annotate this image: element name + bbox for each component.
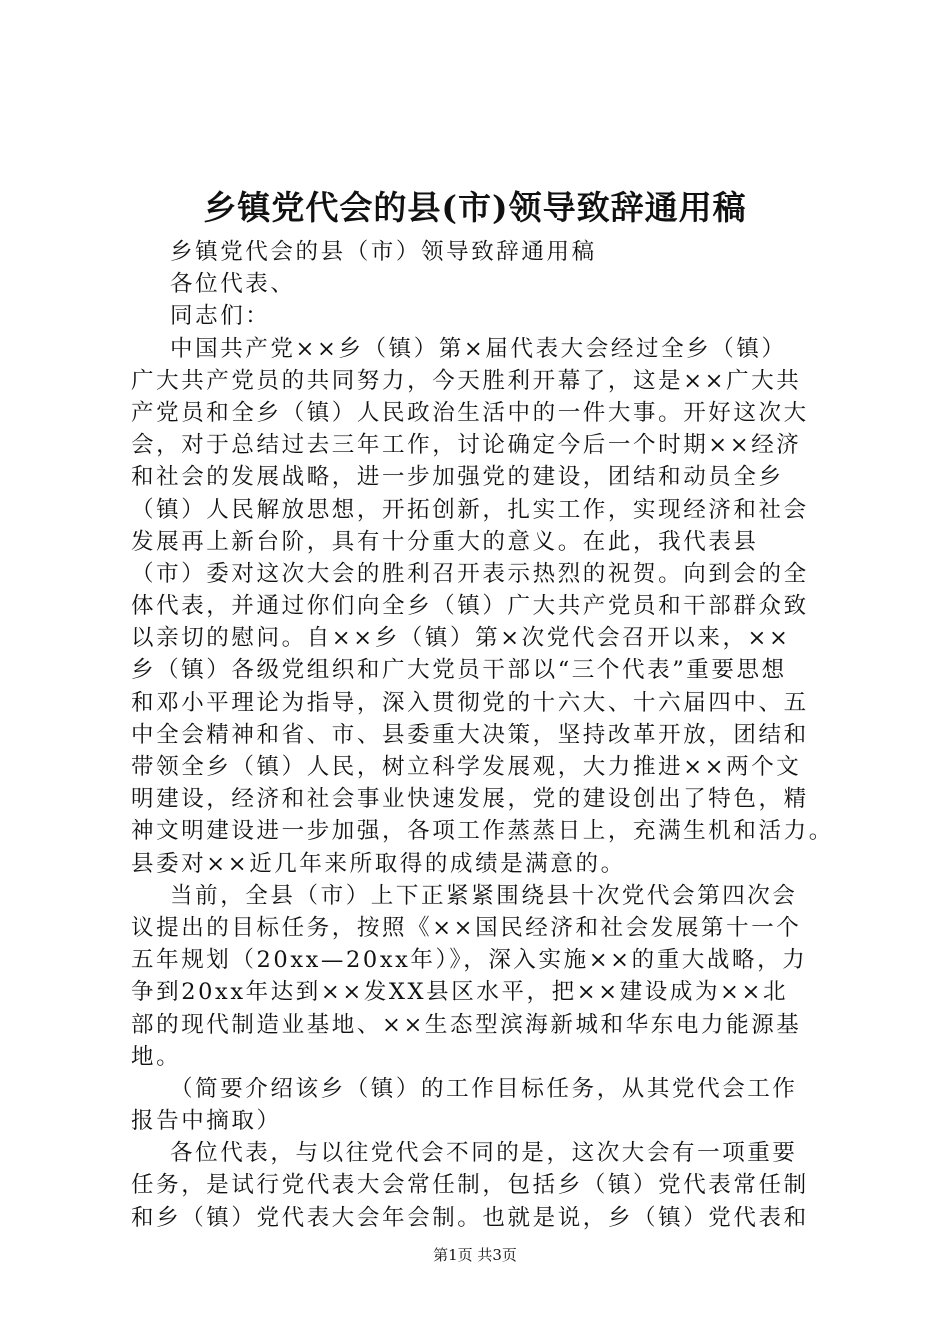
- body-line: 五年规划（20xx—20xx年）》，深入实施××的重大战略，力: [131, 947, 808, 974]
- body-line: 争到20xx年达到××发XX县区水平，把××建设成为××北: [131, 979, 789, 1006]
- body-line: 广大共产党员的共同努力，今天胜利开幕了，这是××广大共: [131, 367, 802, 394]
- body-line: 带领全乡（镇）人民，树立科学发展观，大力推进××两个文: [131, 754, 802, 780]
- body-line: 各位代表、: [131, 271, 296, 298]
- body-line: 任务，是试行党代表大会常任制，包括乡（镇）党代表常任制: [131, 1172, 809, 1199]
- body-line: （简要介绍该乡（镇）的工作目标任务，从其党代会工作: [131, 1075, 798, 1102]
- body-line: 会，对于总结过去三年工作，讨论确定今后一个时期××经济: [131, 432, 802, 459]
- body-line: 部的现代制造业基地、××生态型滨海新城和华东电力能源基: [131, 1011, 802, 1038]
- body-line: 议提出的目标任务，按照《××国民经济和社会发展第十一个: [131, 914, 802, 941]
- body-line: 产党员和全乡（镇）人民政治生活中的一件大事。开好这次大: [131, 399, 809, 426]
- body-line: 体代表，并通过你们向全乡（镇）广大共产党员和干部群众致: [131, 593, 809, 620]
- document-body: [131, 236, 835, 1234]
- body-line: 乡（镇）各级党组织和广大党员干部以“三个代表”重要思想: [131, 657, 787, 684]
- body-line: 县委对××近几年来所取得的成绩是满意的。: [131, 850, 626, 877]
- body-line: 同志们：: [131, 303, 271, 330]
- body-line: 中国共产党××乡（镇）第×届代表大会经过全乡（镇）: [131, 335, 787, 362]
- body-line: 报告中摘取）: [131, 1108, 282, 1135]
- body-line: 以亲切的慰问。自××乡（镇）第×次党代会召开以来，××: [131, 625, 791, 652]
- body-line: 地。: [131, 1043, 182, 1070]
- document-title: 乡镇党代会的县(市)领导致辞通用稿: [203, 188, 747, 227]
- page-footer: 第1页 共3页: [433, 1246, 517, 1264]
- body-line: 发展再上新台阶，具有十分重大的意义。在此，我代表县: [131, 528, 759, 555]
- body-line: 中全会精神和省、市、县委重大决策，坚持改革开放，团结和: [131, 721, 809, 748]
- body-line: 和社会的发展战略，进一步加强党的建设，团结和动员全乡: [131, 464, 784, 491]
- body-line: （镇）人民解放思想，开拓创新，扎实工作，实现经济和社会: [131, 496, 809, 523]
- body-line: 当前，全县（市）上下正紧紧围绕县十次党代会第四次会: [131, 882, 798, 909]
- body-line: 和邓小平理论为指导，深入贯彻党的十六大、十六届四中、五: [131, 689, 809, 716]
- body-line: 乡镇党代会的县（市）领导致辞通用稿: [131, 239, 597, 265]
- body-line: 和乡（镇）党代表大会年会制。也就是说，乡（镇）党代表和: [131, 1204, 809, 1231]
- body-line: （市）委对这次大会的胜利召开表示热烈的祝贺。向到会的全: [131, 560, 809, 587]
- body-line: 各位代表，与以往党代会不同的是，这次大会有一项重要: [131, 1140, 798, 1167]
- body-line: 明建设，经济和社会事业快速发展，党的建设创出了特色，精: [131, 786, 809, 813]
- body-line: 神文明建设进一步加强，各项工作蒸蒸日上，充满生机和活力。: [131, 818, 834, 845]
